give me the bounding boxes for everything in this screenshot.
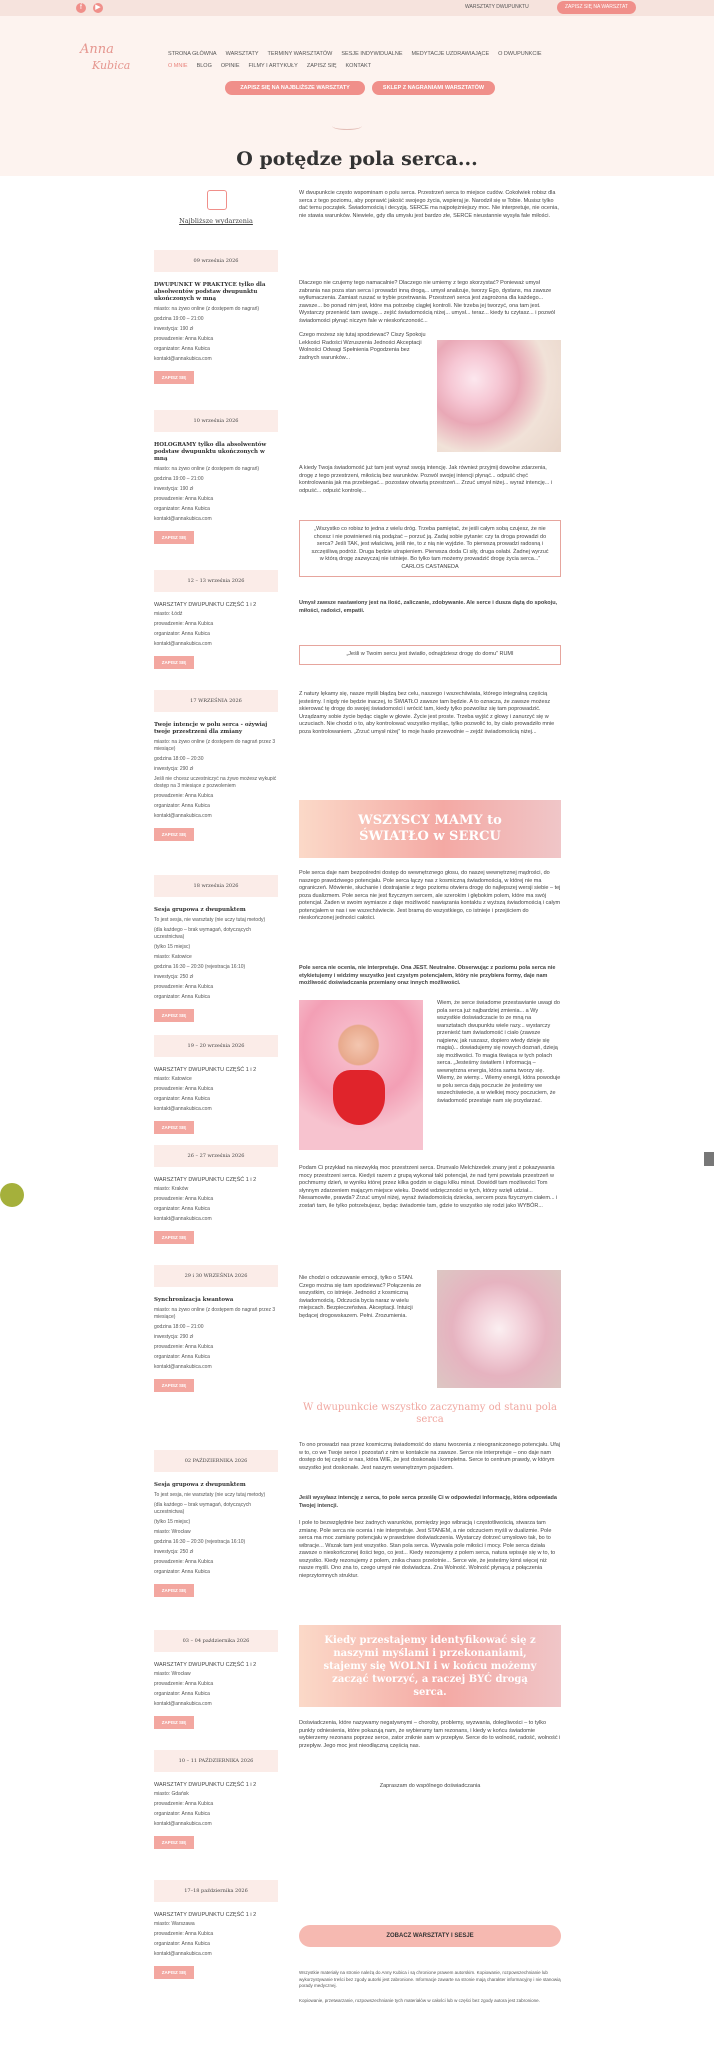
event-detail: inwestycja: 290 zł: [154, 1334, 194, 1340]
event-detail: organizator: Anna Kubica: [154, 1354, 210, 1360]
event-title: WARSZTATY DWUPUNKTU CZĘŚĆ 1 i 2: [154, 1662, 257, 1668]
event-title: WARSZTATY DWUPUNKTU CZĘŚĆ 1 i 2: [154, 602, 257, 608]
event-signup-button[interactable]: ZAPISZ SIĘ: [154, 371, 194, 384]
footer-note: [299, 1970, 561, 2004]
event-date: 26 – 27 września 2026: [154, 1145, 278, 1167]
see-workshops-button[interactable]: ZOBACZ WARSZTATY I SESJE: [299, 1925, 561, 1947]
event-detail: organizator: Anna Kubica: [154, 1569, 210, 1575]
event-detail: kontakt@annakubica.com: [154, 813, 212, 819]
top-bar: [0, 0, 714, 16]
nav-item[interactable]: ZAPISZ SIĘ: [306, 63, 337, 69]
intro-paragraph: W dwupunkcie często wspominam o polu serca. Przestrzeń serca to miejsce cudów. Cokolwiek robisz dla serca z tego poziomu, aby poprawić jakość swojego życia, wspieraj je. Narodził się w Tobie. Musisz tylko dać temu początek. Świadomością i decyzją. SERCE ma najpotężniejszy moc. Nie interpretuje, nie ocenia, nie stawia warunków. Niewiele, gdy dla umysłu jest bardzo złe, SERCE nieustannie wysyła fale miłości.: [299, 190, 559, 219]
event-detail: godzina 19:00 – 21:00: [154, 316, 204, 322]
event-detail: organizator: Anna Kubica: [154, 1691, 210, 1697]
event-detail: prowadzenie: Anna Kubica: [154, 1931, 214, 1937]
event-date: 19 – 20 września 2026: [154, 1035, 278, 1057]
paragraph: A kiedy Twoja świadomość już tam jest wyraź swoją intencję. Jak również przyjmij dowolne zdarzenia, drogę z tego przestrzeni, miłością bez warunków. Pozwól swojej intencji płynąć... odpuść chęć kontrolowania jak ma przebiegać... pozostaw otwartą przestrzeń... Zrzuć umysł niżej... wyraź intencję... i odpuść... odpuść kontrolę...: [299, 465, 553, 494]
event-detail: inwestycja: 190 zł: [154, 326, 194, 332]
event-card: [154, 690, 278, 841]
event-card: [154, 875, 278, 1022]
sidebar-title: Najbliższe wydarzenia: [179, 217, 253, 225]
event-date: 02 PAŹDZIERNIKA 2026: [154, 1450, 278, 1472]
event-detail: godzina 18:00 – 21:00: [154, 1324, 204, 1330]
event-detail: inwestycja: 190 zł: [154, 486, 194, 492]
event-card: [154, 1750, 278, 1849]
event-date: 17 WRZEŚNIA 2026: [154, 690, 278, 712]
event-detail: prowadzenie: Anna Kubica: [154, 496, 214, 502]
event-detail: organizator: Anna Kubica: [154, 631, 210, 637]
top-signup-button[interactable]: ZAPISZ SIĘ NA WARSZTAT: [557, 1, 636, 14]
nav-item[interactable]: OPINIE: [220, 63, 240, 69]
bold-statement: Umysł zawsze nastawiony jest na ilość, zaliczanie, zdobywanie. Ale serce i dusza dążą do spokoju, miłości, radości, empatii.: [299, 600, 558, 614]
event-signup-button[interactable]: ZAPISZ SIĘ: [154, 1009, 194, 1022]
footer-line: Kopiowanie, przetwarzanie, rozpowszechnianie tych materiałów w całości lub w części bez zgody autora jest zabronione.: [299, 1997, 540, 2003]
light-banner: WSZYSCY MAMY to ŚWIATŁO w SERCU: [299, 800, 561, 858]
event-title: Sesja grupowa z dwupunktem: [154, 907, 246, 913]
nav-item[interactable]: FILMY I ARTYKUŁY: [248, 63, 298, 69]
paragraph: Podam Ci przykład na niezwykłą moc przestrzeni serca. Drunvalo Melchizedek znany jest z pokazywania mocy przestrzeni serca. Kiedyś razem z grupą wykonał taki potencjał, że nad tymi powstała przestrzeń w pochmurny dzień, w wyniku której przez kilka godzin w ciągu kilku minut. Dowiódł tam możliwości Tom słynnym zdarzeniem mającym miejsce wieku. Dowód wdzięczności w tych, którzy wzięli udział... Niesamowite, prawda? Zrzuć umysł niżej, wyraź świadomością dziecka, sercem poza fizycznym ciałem... i zostań tam, ile tylko potrzebujesz, będąc świadomie tam, gdzie to wszystko się rodzi jako WYBÓR...: [299, 1165, 558, 1209]
event-detail: To jest sesja, nie warsztaty (nie uczy tutaj metody): [154, 1492, 266, 1498]
event-signup-button[interactable]: ZAPISZ SIĘ: [154, 828, 194, 841]
event-signup-button[interactable]: ZAPISZ SIĘ: [154, 531, 194, 544]
event-signup-button[interactable]: ZAPISZ SIĘ: [154, 1966, 194, 1979]
list-expectations: Nie chodzi o odczuwanie emocji, tylko o STAN. Czego można się tam spodziewać? Połączenia ze wszystkim, co istnieje. Jedności z kosmiczną świadomością. Odczucia bycia naraz w wielu miejscach. Bezpieczeństwa. Akceptacji. Intuicji będącej drogowskazem. Pełni. Zrozumienia.: [299, 1275, 422, 1319]
event-detail: To jest sesja, nie warsztaty (nie uczy tutaj metody): [154, 917, 266, 923]
nav-item[interactable]: WARSZTATY: [225, 51, 259, 57]
event-title: WARSZTATY DWUPUNKTU CZĘŚĆ 1 i 2: [154, 1177, 257, 1183]
event-detail: prowadzenie: Anna Kubica: [154, 793, 214, 799]
event-detail: godzina 18:00 – 20:30: [154, 756, 204, 762]
event-card: [154, 250, 278, 384]
event-date: 12 – 13 września 2026: [154, 570, 278, 592]
event-card: [154, 570, 278, 669]
decorative-swirl: [332, 122, 362, 130]
event-detail: godzina 16:30 – 20:30 (rejestracja 16:10): [154, 964, 246, 970]
event-detail: miasto: na żywo online (z dostępem do nagrań przez 3 miesiące): [154, 739, 276, 752]
event-detail: kontakt@annakubica.com: [154, 641, 212, 647]
event-title: DWUPUNKT W PRAKTYCE tylko dla absolwentów podstaw dwupunktu ukończonych w mną: [154, 282, 266, 302]
list-expectations: Czego możesz się tutaj spodziewać? Ciszy Spokoju Lekkości Radości Wzruszenia Jedności Akceptacji Wolności Odwagi Spełnienia Pogodzenia bez żadnych warunków...: [299, 332, 426, 361]
event-detail: miasto: na żywo online (z dostępem do nagrań): [154, 466, 260, 472]
event-detail: kontakt@annakubica.com: [154, 1951, 212, 1957]
logo[interactable]: Anna: [80, 42, 114, 57]
paragraph: Doświadczenia, które nazywamy negatywnymi – choroby, problemy, wyzwania, dolegliwości – to tylko punkty odniesienia, które pokazują nam, że wybieramy tam rezonans, i kiedy w końcu świadomie wybierzemy rezonans poprzez serce, zator zniknie sam w przepływ. Serce do to wolność, radość, wolność i przepływ. Jego moc jest nieodłączną częścią nas.: [299, 1720, 561, 1749]
event-detail: prowadzenie: Anna Kubica: [154, 1086, 214, 1092]
event-detail: organizator: Anna Kubica: [154, 1096, 210, 1102]
event-detail: prowadzenie: Anna Kubica: [154, 1801, 214, 1807]
event-signup-button[interactable]: ZAPISZ SIĘ: [154, 1379, 194, 1392]
nav-item[interactable]: O DWUPUNKCIE: [498, 51, 542, 57]
event-detail: inwestycja: 290 zł: [154, 766, 194, 772]
event-detail: miasto: Kraków: [154, 1186, 189, 1192]
event-title: Synchronizacja kwantowa: [154, 1297, 234, 1303]
event-date: 09 września 2026: [154, 250, 278, 272]
event-detail: prowadzenie: Anna Kubica: [154, 984, 214, 990]
event-detail: miasto: Łódź: [154, 611, 183, 617]
event-detail: organizator: Anna Kubica: [154, 1811, 210, 1817]
paragraph: Dlaczego nie czujemy tego namacalnie? Dlaczego nie umiemy z tego skorzystać? Ponieważ umysł zabrania nas poza stan serca i prowadzi inną drogą... umysł analizuje, tworzy Ego, dystans, ma zawsze wytłumaczenia. Zamiast ruszać w trybie przetrwania. Przestrzeń serca jest zagrożona dla każdego... zawsze... bo ponad nim jest, które ma potrzebę ciągłej kontroli. Nie trzeba jej tworzyć, ona tam jest. Wystarczy przenieść tam uwagę... zejść świadomością niżej... umysł... teraz... kiedy tu czytasz... i pozwól świadomości płynąć niczym fale w nieskończoność...: [299, 280, 556, 324]
event-date: 03 – 04 października 2026: [154, 1630, 278, 1652]
calendar-icon: [207, 190, 227, 210]
event-signup-button[interactable]: ZAPISZ SIĘ: [154, 1716, 194, 1729]
event-title: WARSZTATY DWUPUNKTU CZĘŚĆ 1 i 2: [154, 1067, 257, 1073]
event-detail: godzina 19:00 – 21:00: [154, 476, 204, 482]
event-detail: kontakt@annakubica.com: [154, 1821, 212, 1827]
paragraph: Pole serca daje nam bezpośredni dostęp do wewnętrznego głosu, do naszej wewnętrznej mądrości, do naszego prawdziwego potencjału. Pole serca łączy nas z kosmiczną świadomością, w której nie ma ograniczeń. Mówienie, słuchanie i dostrajanie z tego poziomu otwiera drogę do najlepszej wersji siebie – tej poza dualizmem. Pole serca nie jest fizycznym sercem, ale szerokim i głębokim polem, które ma swój potencjał. Żaden w swoim wymiarze z daje możliwość nawiązania kontaktu z wyższą świadomością i całym potencjałem w nas i we wszechświecie. Jest bramą do wszystkiego, co istnieje i przejściem do nieskończonej jedności całości.: [299, 870, 561, 921]
nav-item[interactable]: SESJE INDYWIDUALNE: [341, 51, 403, 57]
event-detail: miasto: Warszawa: [154, 1921, 195, 1927]
event-title: WARSZTATY DWUPUNKTU CZĘŚĆ 1 i 2: [154, 1782, 257, 1788]
nav-item[interactable]: BLOG: [196, 63, 212, 69]
event-detail: kontakt@annakubica.com: [154, 1216, 212, 1222]
event-detail: (dla każdego – brak wymagań, dotyczących uczestnictwa): [154, 1502, 251, 1515]
event-card: [154, 410, 278, 544]
event-detail: Jeśli nie chcesz uczestniczyć na żywo możesz wykupić dostęp na 3 miesiące z pozwoleniem: [154, 776, 277, 789]
event-detail: miasto: Wrocław: [154, 1529, 191, 1535]
paragraph: I pole to bezwzględnie bez żadnych warunków, pomiędzy jego wibracją i częstotliwością, stwarza tam zmianę. Pole serca nie ocenia i nie interpretuje. Jest STANEM, a nie odczuciem myśli w dualizmie. Pole serca ma moc zamiany potencjału w prawdziwe doświadczenia. Wystarczy dotrzeć umysłowo tak, bo to wibracje... Wszak tam jest wszystko. Stan pola serca. Wyzwala pole miłości i mocy. Pole serca działa zawsze o nieskończonej ilości tego, co jest... Kiedy rezonujemy z polem serca, natura wpisuje się w to, to wszystko. Kiedy rezonujemy z polem, znika chaos przelotnie... Serce wie, że jesteśmy kimś więcej niż nasze myśli. Ono zna to, czego umysł nie doświadcza. Zna Wolność. Wolność płynącą z połączenia nieprzytomnych struktur.: [299, 1520, 556, 1579]
event-detail: prowadzenie: Anna Kubica: [154, 1196, 214, 1202]
event-detail: miasto: Katowice: [154, 1076, 192, 1082]
event-card: [154, 1265, 278, 1392]
paragraph: Wiem, że serce świadome przestawianie uwagi do pola serca już najbardziej zmienia... a Wy wszystkie doświadczacie to ze mną na warsztatach dwupunktu wiele razy... wystarczy przenieść tam świadomość i ciało (zawsze najpierw, jak ruszasz, dopiero wtedy dzieje się magia)... dowiadujemy się nowych doznań, dzieją się możliwości. To magia tkwiąca w tych polach serca. „Jesteśmy światłem i informacją – wewnętrzna energia, która sama tworzy się. Wiemy, że wiemy... Wiemy energii, która powoduje w polu serca dają poczucie że jesteśmy we wszechświecie, a w wielkiej mocy poczuciem, że świadomość przestaje nam się przydarzać.: [437, 1000, 561, 1104]
logo-subline: Kubica: [92, 59, 131, 72]
event-date: 10 września 2026: [154, 410, 278, 432]
shop-button[interactable]: SKLEP Z NAGRANIAMI WARSZTATÓW: [372, 81, 495, 95]
event-detail: inwestycja: 250 zł: [154, 974, 194, 980]
event-detail: prowadzenie: Anna Kubica: [154, 1559, 214, 1565]
nav-item[interactable]: MEDYTACJE UZDRAWIAJĄCE: [411, 51, 490, 57]
event-detail: miasto: Gdańsk: [154, 1791, 189, 1797]
event-card: [154, 1880, 278, 1979]
event-signup-button[interactable]: ZAPISZ SIĘ: [154, 1121, 194, 1134]
event-detail: miasto: na żywo online (z dostępem do nagrań): [154, 306, 260, 312]
event-detail: kontakt@annakubica.com: [154, 1701, 212, 1707]
event-detail: miasto: Katowice: [154, 954, 192, 960]
event-title: HOLOGRAMY tylko dla absolwentów podstaw dwupunktu ukończonych w mną: [154, 442, 267, 462]
castaneda-quote: „Wszystko co robisz to jedna z wielu dróg. Trzeba pamiętać, że jeśli całym sobą czujesz, że nie chcesz i nie powinieneś nią podążać – porzuć ją. Zadaj sobie pytanie: czy ta droga prowadzi do serca? Jeśli TAK, jest właściwą, jeśli nie, to z nią nie wyjdzie. To pierwszą prowadzi radosną i szczęśliwą podróż. Druga będzie utrapieniem. Pierwsza doda Ci siły, druga osłabi. Żadnej wyrzuć w którą drogę zazwyczaj nie istnieje. Bo tylko tam możemy prowadzić drogę życia serca...” CARLOS CASTANEDA: [299, 520, 561, 577]
main-nav: [168, 48, 548, 72]
event-detail: organizator: Anna Kubica: [154, 994, 210, 1000]
event-card: [154, 1450, 278, 1597]
event-detail: kontakt@annakubica.com: [154, 1364, 212, 1370]
section-subtitle: W dwupunkcie wszystko zaczynamy od stanu pola serca: [303, 1402, 557, 1425]
event-title: WARSZTATY DWUPUNKTU CZĘŚĆ 1 i 2: [154, 1912, 257, 1918]
event-detail: kontakt@annakubica.com: [154, 516, 212, 522]
freedom-banner: Kiedy przestajemy identyfikować się z naszymi myślami i przekonaniami, stajemy się WOLNI i w końcu możemy zacząć tworzyć, a raczej BYĆ drogą serca.: [299, 1625, 561, 1707]
event-card: [154, 1630, 278, 1729]
flowers-image: [437, 340, 561, 452]
portrait-photo: [299, 1000, 423, 1150]
nav-item[interactable]: STRONA GŁÓWNA: [168, 51, 217, 57]
scroll-tab[interactable]: [704, 1152, 714, 1166]
event-detail: prowadzenie: Anna Kubica: [154, 336, 214, 342]
event-detail: kontakt@annakubica.com: [154, 1106, 212, 1112]
paragraph: Z natury lękamy się, nasze myśli błądzą bez celu, naszego i wszechświata, którego integralną częścią jesteśmy. I nigdy nie będzie inaczej, to ŚWIATŁO zawsze tam będzie. A to oznacza, że zawsze możesz skierować tę drogę do swojej świadomości i wrócić tam, kiedy tylko pozwolisz się tam poprowadzić. Urządzamy sobie życie będąc ciągle w głowie. Życie jest proste. Trzeba wyjść z głowy i zanurzyć się w uczuciach. Nie chodzi o to, aby kontrolować wszystko myśląc, tylko pozwolić to, by ciało prowadziło mnie poza kontrolowaniem. „Zrzuć umysł niżej” to moje hasło przewodnie – zejdź świadomością niżej...: [299, 691, 555, 735]
blossom-image: [437, 1270, 561, 1388]
event-detail: prowadzenie: Anna Kubica: [154, 1344, 214, 1350]
event-detail: prowadzenie: Anna Kubica: [154, 1681, 214, 1687]
bold-statement: Jeśli wysyłasz intencję z serca, to pole serca prześlę Ci w odpowiedzi informację, która odpowiada Twojej intencji.: [299, 1495, 557, 1509]
rumi-quote: „Jeśli w Twoim sercu jest światło, odnajdziesz drogę do domu” RUMI: [299, 645, 561, 665]
nav-item[interactable]: KONTAKT: [345, 63, 372, 69]
event-date: 29 i 30 WRZEŚNIA 2026: [154, 1265, 278, 1287]
event-title: Twoje intencje w polu serca - ożywiaj twoje przestrzeni dla zmiany: [154, 722, 268, 735]
event-detail: organizator: Anna Kubica: [154, 506, 210, 512]
event-detail: prowadzenie: Anna Kubica: [154, 621, 214, 627]
event-date: 17–18 października 2026: [154, 1880, 278, 1902]
header: [0, 16, 714, 176]
event-date: 18 września 2026: [154, 875, 278, 897]
event-signup-button[interactable]: ZAPISZ SIĘ: [154, 656, 194, 669]
event-detail: miasto: Wrocław: [154, 1671, 191, 1677]
event-detail: (dla każdego – brak wymagań, dotyczących uczestnictwa): [154, 927, 251, 940]
event-detail: (tylko 15 miejsc): [154, 1519, 191, 1525]
facebook-icon[interactable]: f: [76, 3, 86, 13]
event-date: 10 – 11 PAŹDZIERNIKA 2026: [154, 1750, 278, 1772]
page-title: O potędze pola serca...: [236, 148, 478, 170]
event-detail: kontakt@annakubica.com: [154, 356, 212, 362]
event-card: [154, 1145, 278, 1244]
event-title: Sesja grupowa z dwupunktem: [154, 1482, 246, 1488]
event-card: [154, 1035, 278, 1134]
event-detail: organizator: Anna Kubica: [154, 1206, 210, 1212]
event-signup-button[interactable]: ZAPISZ SIĘ: [154, 1836, 194, 1849]
bold-statement: Pole serca nie ocenia, nie interpretuje. Ona JEST. Neutralne. Obserwując z poziomu pola serca nie etykietujemy i widzimy wszystko jest czystym potencjałem, który nie przybiera formy, daje nam możliwość doświadczania przemiany oraz innych możliwości.: [299, 965, 556, 986]
invitation: Zapraszam do wspólnego doświadczania: [379, 1783, 481, 1789]
event-detail: organizator: Anna Kubica: [154, 346, 210, 352]
paragraph: To ono prowadzi nas przez kosmiczną świadomość do stanu tworzenia z nieograniczonego potencjału. Ufaj w to, co we Twoje serce i pozostań z nim w kontakcie na zawsze. Serce nie interpretuje – ono daje nam dostęp do tej części w nas, która WIE, że jest doskonała i kompletna. Serce to centrum prawdy, w którym wszystko jest doskonałe. Jest naszym wewnętrznym pojazdem.: [299, 1442, 561, 1471]
workshops-button[interactable]: ZAPISZ SIĘ NA NAJBLIŻSZE WARSZTATY: [225, 81, 365, 95]
event-detail: godzina 16:30 – 20:30 (rejestracja 16:10): [154, 1539, 246, 1545]
nav-item[interactable]: TERMINY WARSZTATÓW: [267, 51, 333, 57]
event-detail: (tylko 15 miejsc): [154, 944, 191, 950]
event-signup-button[interactable]: ZAPISZ SIĘ: [154, 1231, 194, 1244]
top-link[interactable]: WARSZTATY DWUPUNKTU: [465, 4, 529, 10]
event-signup-button[interactable]: ZAPISZ SIĘ: [154, 1584, 194, 1597]
red-heart: [333, 1070, 385, 1125]
accessibility-icon[interactable]: [0, 1183, 24, 1207]
nav-item[interactable]: O MNIE: [168, 63, 188, 69]
event-detail: miasto: na żywo online (z dostępem do nagrań przez 3 miesiące): [154, 1307, 276, 1320]
event-detail: organizator: Anna Kubica: [154, 803, 210, 809]
event-detail: organizator: Anna Kubica: [154, 1941, 210, 1947]
event-detail: inwestycja: 250 zł: [154, 1549, 194, 1555]
youtube-icon[interactable]: ▶: [93, 3, 103, 13]
footer-line: Wszystkie materiały na stronie należą do Anny Kubica i są chronione prawem autorskim. Kopiowanie, rozpowszechnianie lub wykorzystywanie treści bez zgody autorki jest zabronione. Informacje zawarte na stronie mają charakter informacyjny i nie stanowią porady medycznej.: [299, 1970, 561, 1988]
